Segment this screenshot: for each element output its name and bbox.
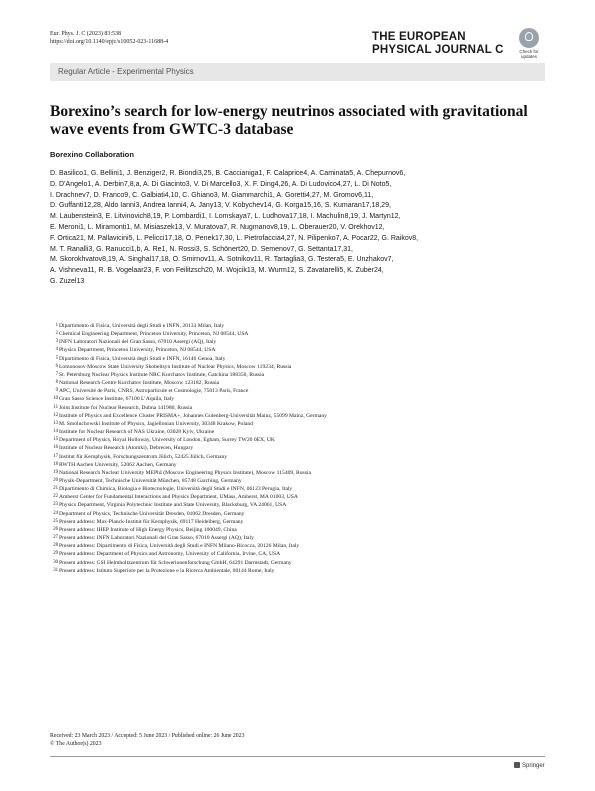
affiliation-item xyxy=(50,404,545,412)
affiliation-number: 7 xyxy=(55,371,58,377)
affiliation-item xyxy=(50,550,545,558)
affiliation-number: 12 xyxy=(53,412,58,418)
affiliation-item xyxy=(50,567,545,575)
affiliation-number: 3 xyxy=(55,339,58,345)
affiliation-item xyxy=(50,518,545,526)
article-type-banner xyxy=(50,63,545,81)
received-dates: Received: 23 March 2023 / Accepted: 5 June 2023 / Published online: 26 June 2023 xyxy=(50,733,245,739)
affiliation-number: 1 xyxy=(55,323,58,328)
affiliation-item xyxy=(50,493,545,501)
affiliation-item xyxy=(50,501,545,509)
affiliation-number: 11 xyxy=(53,404,58,410)
author-line: D. Basilico1, G. Bellini1, J. Benziger2, R. Biondi3,25, B. Caccianiga1, F. Calaprice4, A. Caminata5, A. Chepurnov6, xyxy=(50,170,406,177)
affiliation-list xyxy=(50,322,545,575)
affiliation-item xyxy=(50,436,545,444)
affiliation-item xyxy=(50,420,545,428)
affiliation-text: Department of Physics, Technische Universität Dresden, 01062 Dresden, Germany xyxy=(59,510,245,517)
affiliation-text: Physics Department, Virginia Polytechnic Institute and State University, Blacksburg, VA 24061, USA xyxy=(59,502,287,509)
footer-divider xyxy=(50,756,545,757)
affiliation-number: 16 xyxy=(53,445,58,451)
affiliation-number: 31 xyxy=(53,567,58,573)
author-line: G. Zuzel13 xyxy=(50,277,85,285)
affiliation-item xyxy=(50,444,545,452)
affiliation-item xyxy=(50,363,545,371)
affiliation-text: Present address: Max-Planck-Institut für Kernphysik, 69117 Heidelberg, Germany xyxy=(59,518,244,525)
affiliation-item xyxy=(50,355,545,363)
author-line: F. Ortica21, M. Pallavicini5, L. Pelicci17,18, Ö. Penek17,30, L. Pietrofaccia4,27, N. Pilipenko7, A. Pocar22, G. Raikov8, xyxy=(50,234,419,242)
affiliation-number: 5 xyxy=(55,355,58,361)
affiliation-text: Lomonosov Moscow State University Skobeltsyn Institute of Nuclear Physics, Moscow 119234, Russia xyxy=(59,363,292,370)
affiliation-text: APC, Université de Paris, CNRS, Astroparticule et Cosmologie, 75013 Paris, France xyxy=(59,388,249,395)
affiliation-item xyxy=(50,395,545,403)
author-line: M. T. Ranalli3, G. Ranucci1,b, A. Re1, N. Rossi3, S. Schönert20, D. Semenov7, G. Settanta17,31, xyxy=(50,245,353,253)
affiliation-number: 27 xyxy=(53,535,58,541)
affiliation-text: Dipartimento di Fisica, Università degli Studi e INFN, 16146 Genoa, Italy xyxy=(59,355,226,362)
affiliation-item xyxy=(50,428,545,436)
journal-name-line1: THE EUROPEAN xyxy=(372,31,466,43)
affiliation-item xyxy=(50,559,545,567)
affiliation-text: National Research Nuclear University MEPhI (Moscow Engineering Physics Institute), Moscow 115409, Russia xyxy=(59,469,311,476)
publication-dates xyxy=(50,732,244,748)
affiliation-number: 18 xyxy=(53,461,58,467)
author-line: E. Meroni1, L. Miramonti1, M. Misiaszek13, V. Muratova7, R. Nugmanov8,19, L. Oberauer20, V. Orekhov12, xyxy=(50,223,385,231)
affiliation-item xyxy=(50,330,545,338)
affiliation-text: Physics Department, Princeton University, Princeton, NJ 08544, USA xyxy=(59,347,216,354)
article-type-label: Regular Article - Experimental Physics xyxy=(58,67,194,76)
journal-name xyxy=(372,31,504,56)
author-line: D. Guffanti12,28, Aldo Ianni3, Andrea Ianni4, A. Jany13, V. Kobychev14, G. Korga15,16, S. Kumaran17,18,29, xyxy=(50,202,391,210)
affiliation-item xyxy=(50,412,545,420)
author-line: I. Drachnev7, D. Franco9, C. Galbiati4,10, C. Ghiano3, M. Giammarchi1, A. Goretti4,27, M. Gromov6,11, xyxy=(50,191,374,199)
affiliation-item xyxy=(50,461,545,469)
affiliation-number: 30 xyxy=(53,559,58,565)
affiliation-text: Joint Institute for Nuclear Research, Dubna 141980, Russia xyxy=(59,404,193,411)
affiliation-item xyxy=(50,371,545,379)
citation-line: Eur. Phys. J. C (2023) 83:538 xyxy=(50,31,122,37)
affiliation-number: 13 xyxy=(53,420,58,426)
affiliation-number: 2 xyxy=(55,331,58,337)
affiliation-number: 14 xyxy=(53,429,58,435)
affiliation-number: 8 xyxy=(55,380,58,386)
author-list xyxy=(50,169,540,288)
affiliation-number: 17 xyxy=(53,453,58,459)
affiliation-text: Amherst Center for Fundamental Interactions and Physics Department, UMass, Amherst, MA 01003, USA xyxy=(59,494,298,501)
affiliation-item xyxy=(50,322,545,330)
affiliation-number: 20 xyxy=(53,477,58,483)
affiliation-item xyxy=(50,510,545,518)
affiliation-item xyxy=(50,526,545,534)
affiliation-text: M. Smoluchowski Institute of Physics, Jagiellonian University, 30348 Krakow, Poland xyxy=(59,420,253,427)
check-for-updates-badge[interactable] xyxy=(514,28,544,58)
author-line: M. Skorokhvatov8,19, A. Singhal17,18, O. Smirnov11, A. Sotnikov11, R. Tartaglia3, G. Testera5, E. Unzhakov7, xyxy=(50,256,394,264)
badge-label: Check for updates xyxy=(519,49,539,59)
author-line: M. Laubenstein3, E. Litvinovich8,19, P. Lombardi1, I. Lomskaya7, L. Ludhova17,18, I. Machulin8,19, J. Martyn12, xyxy=(50,213,401,221)
affiliation-text: National Research Centre Kurchatov Institute, Moscow 123182, Russia xyxy=(59,380,220,387)
affiliation-item xyxy=(50,387,545,395)
affiliation-item xyxy=(50,477,545,485)
affiliation-text: Department of Physics, Royal Holloway, University of London, Egham, Surrey TW20 0EX, UK xyxy=(59,437,275,444)
affiliation-item xyxy=(50,542,545,550)
affiliation-item xyxy=(50,346,545,354)
affiliation-text: Present address: Department of Physics and Astronomy, University of California, Irvine, CA, USA xyxy=(59,551,281,558)
affiliation-number: 19 xyxy=(53,469,58,475)
collaboration-name: Borexino Collaboration xyxy=(50,150,134,159)
affiliation-text: Dipartimento di Fisica, Università degli Studi e INFN, 20133 Milan, Italy xyxy=(59,323,225,329)
affiliation-number: 15 xyxy=(53,437,58,443)
affiliation-number: 9 xyxy=(55,388,58,394)
affiliation-text: Gran Sasso Science Institute, 67100 L’Aquila, Italy xyxy=(59,396,175,403)
journal-name-line2: PHYSICAL JOURNAL C xyxy=(372,43,504,56)
affiliation-text: Chemical Engineering Department, Princeton University, Princeton, NJ 08544, USA xyxy=(59,331,249,338)
affiliation-text: Institute for Nuclear Research of NAS Ukraine, 03028 Kyiv, Ukraine xyxy=(59,429,215,436)
publisher-name: Springer xyxy=(522,763,545,769)
affiliation-number: 4 xyxy=(55,347,58,353)
affiliation-text: Physik-Department, Technische Universität München, 85748 Garching, Germany xyxy=(59,477,242,484)
affiliation-text: Institute of Physics and Excellence Cluster PRISMA+, Johannes Gutenberg-Universität Mainz, 55099 Mainz, Germany xyxy=(59,412,327,419)
affiliation-item xyxy=(50,453,545,461)
affiliation-number: 6 xyxy=(55,363,58,369)
springer-horse-icon xyxy=(514,762,520,768)
affiliation-number: 29 xyxy=(53,551,58,557)
affiliation-number: 25 xyxy=(53,518,58,524)
affiliation-text: RWTH Aachen University, 52062 Aachen, Germany xyxy=(59,461,177,468)
affiliation-number: 22 xyxy=(53,494,58,500)
affiliation-text: Institut für Kernphysik, Forschungszentrum Jülich, 52425 Jülich, Germany xyxy=(59,453,228,460)
affiliation-number: 21 xyxy=(53,486,58,492)
affiliation-text: INFN Laboratori Nazionali del Gran Sasso, 67010 Assergi (AQ), Italy xyxy=(59,339,217,346)
publisher-logo xyxy=(514,762,545,769)
affiliation-number: 24 xyxy=(53,510,58,516)
paper-title: Borexino’s search for low-energy neutrinos associated with gravitational wave events from GWTC-3 database xyxy=(50,103,528,138)
author-line: D. D’Angelo1, A. Derbin7,8,a, A. Di Giacinto3, V. Di Marcello3, X. F. Ding4,26, A. Di Ludovico4,27, L. Di Noto5, xyxy=(50,180,392,188)
copyright-notice: © The Author(s) 2023 xyxy=(50,741,102,747)
affiliation-text: Present address: IHEP Institute of High Energy Physics, Beijing 100049, China xyxy=(59,526,237,533)
affiliation-text: Present address: Dipartimento di Fisica, Università degli Studi e INFN Milano-Bicocca, 20126 Milan, Italy xyxy=(59,543,300,550)
affiliation-number: 26 xyxy=(53,526,58,532)
affiliation-item xyxy=(50,485,545,493)
affiliation-text: Present address: INFN Laboratori Nazionali del Gran Sasso, 67010 Assergi (AQ), Italy xyxy=(59,535,254,542)
affiliation-item xyxy=(50,534,545,542)
citation-header xyxy=(50,30,168,46)
affiliation-text: Present address: Istituto Superiore per la Protezione e la Ricerca Ambientale, 00144 Rome, Italy xyxy=(59,567,275,574)
author-line: A. Vishneva11, R. B. Vogelaar23, F. von Feilitzsch20, M. Wojcik13, M. Wurm12, S. Zavatarelli5, K. Zuber24, xyxy=(50,267,384,275)
bookmark-icon xyxy=(519,28,539,48)
affiliation-number: 28 xyxy=(53,543,58,549)
doi-link[interactable]: https://doi.org/10.1140/epjc/s10052-023-11688-4 xyxy=(50,39,169,45)
affiliation-item xyxy=(50,338,545,346)
affiliation-item xyxy=(50,379,545,387)
affiliation-number: 23 xyxy=(53,502,58,508)
affiliation-text: Dipartimento di Chimica, Biologia e Biotecnologie, Università degli Studi e INFN, 06123 Perugia, Italy xyxy=(59,486,293,493)
affiliation-number: 10 xyxy=(53,396,58,402)
affiliation-item xyxy=(50,469,545,477)
affiliation-text: Present address: GSI Helmholtzzentrum für Schwerionenforschung GmbH, 64291 Darmstadt, Germany xyxy=(59,559,292,566)
affiliation-text: St. Petersburg Nuclear Physics Institute NRC Kurchatov Institute, Gatchina 188350, Russia xyxy=(59,371,265,378)
affiliation-text: Institute of Nuclear Research (Atomki), Debrecen, Hungary xyxy=(59,445,194,452)
